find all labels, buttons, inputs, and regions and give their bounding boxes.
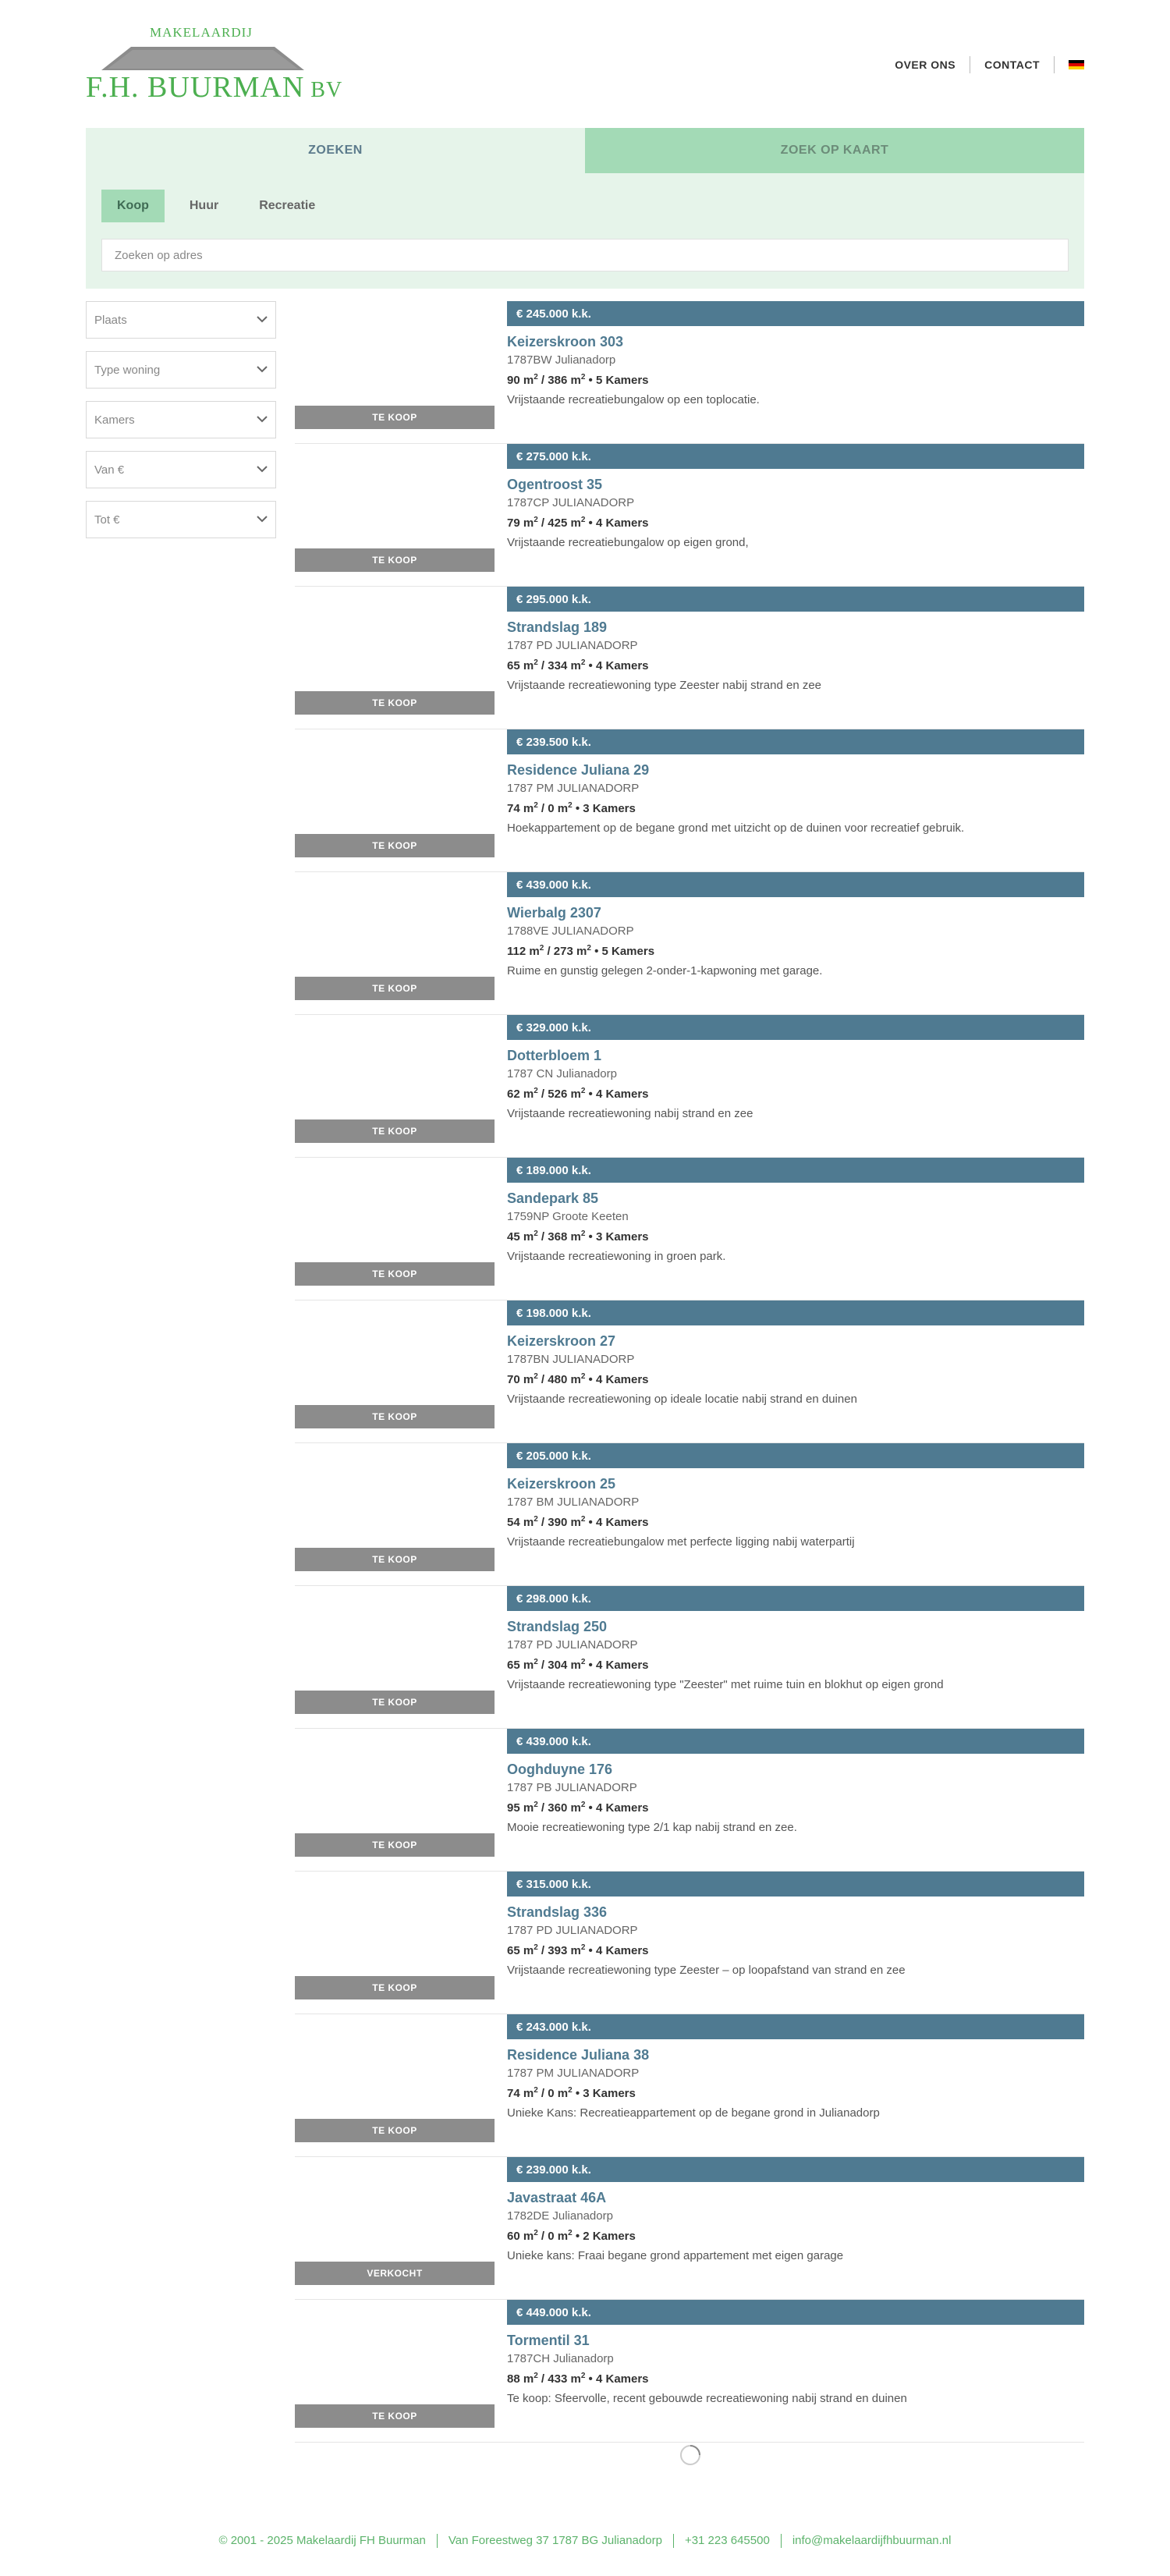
status-badge: TE KOOP bbox=[295, 1119, 495, 1143]
filter-label: Tot € bbox=[94, 513, 120, 527]
listing-specs: 65 $m^2 / 393$ $m^2$ • 4 Kamers bbox=[507, 1943, 649, 1957]
plot-area: 433 bbox=[548, 2372, 568, 2386]
listing-price: € 439.000 k.k. bbox=[507, 1729, 1084, 1754]
listing-info bbox=[507, 1586, 1084, 1691]
listing-title[interactable]: Sandepark 85 bbox=[507, 1190, 599, 1206]
listing-city: 1787CH Julianadorp bbox=[507, 2352, 614, 2365]
status-badge: TE KOOP bbox=[295, 834, 495, 857]
tab-map-search[interactable]: ZOEK OP KAART bbox=[585, 128, 1084, 173]
status-badge: VERKOCHT bbox=[295, 2262, 495, 2285]
listing-item[interactable] bbox=[295, 301, 1084, 444]
living-area: 112 bbox=[507, 945, 526, 958]
listing-title[interactable]: Keizerskroon 303 bbox=[507, 334, 624, 349]
plot-area: 360 bbox=[548, 1801, 568, 1815]
listing-description: Te koop: Sfeervolle, recent gebouwde recreatiewoning nabij strand en duinen bbox=[507, 2392, 907, 2405]
nav-contact[interactable]: CONTACT bbox=[984, 59, 1040, 71]
filter-plaats[interactable] bbox=[86, 301, 276, 339]
listing-info bbox=[507, 729, 1084, 835]
listing-description: Unieke kans: Fraai begane grond appartement met eigen garage bbox=[507, 2249, 844, 2262]
listing-description: Vrijstaande recreatiewoning type Zeester nabij strand en zee bbox=[507, 679, 822, 692]
living-area: 54 bbox=[507, 1516, 520, 1529]
listing-info bbox=[507, 2014, 1084, 2120]
living-area: 95 bbox=[507, 1801, 520, 1815]
listing-city: 1787 CN Julianadorp bbox=[507, 1067, 617, 1080]
living-area: 60 bbox=[507, 2230, 520, 2243]
listing-info bbox=[507, 1300, 1084, 1406]
listing-price: € 198.000 k.k. bbox=[507, 1300, 1084, 1325]
listing-title[interactable]: Tormentil 31 bbox=[507, 2333, 590, 2348]
listing-specs: 45 $m^2 / 368$ $m^2$ • 3 Kamers bbox=[507, 1229, 649, 1244]
listing-city: 1787BW Julianadorp bbox=[507, 353, 616, 367]
listing-photo[interactable] bbox=[295, 2157, 495, 2285]
plot-area: 273 bbox=[553, 945, 573, 958]
listing-photo[interactable] bbox=[295, 1586, 495, 1714]
listing-city: 1787BN JULIANADORP bbox=[507, 1353, 635, 1366]
footer-address[interactable]: Van Foreestweg 37 1787 BG Julianadorp bbox=[448, 2534, 662, 2547]
listing-description: Vrijstaande recreatiebungalow met perfecte ligging nabij waterpartij bbox=[507, 1535, 855, 1549]
listing-specs: 95 $m^2 / 360$ $m^2$ • 4 Kamers bbox=[507, 1801, 649, 1815]
status-badge: TE KOOP bbox=[295, 1262, 495, 1286]
listing-results bbox=[295, 301, 1084, 2443]
listing-city: 1787 PD JULIANADORP bbox=[507, 1924, 638, 1937]
filter-label: Type woning bbox=[94, 363, 161, 377]
listing-title[interactable]: Wierbalg 2307 bbox=[507, 905, 601, 921]
filter-price-to[interactable] bbox=[86, 501, 276, 538]
filter-kamers[interactable] bbox=[86, 401, 276, 438]
listing-price: € 439.000 k.k. bbox=[507, 872, 1084, 897]
tab-search[interactable]: ZOEKEN bbox=[86, 128, 585, 173]
room-count: 4 Kamers bbox=[595, 1516, 649, 1529]
listing-title[interactable]: Keizerskroon 27 bbox=[507, 1333, 616, 1349]
listing-title[interactable]: Ooghduyne 176 bbox=[507, 1762, 613, 1777]
listing-photo[interactable] bbox=[295, 1015, 495, 1143]
listing-item[interactable] bbox=[295, 729, 1084, 872]
listing-item[interactable] bbox=[295, 444, 1084, 587]
top-navigation bbox=[881, 56, 1084, 73]
nav-divider bbox=[1054, 56, 1055, 73]
room-count: 5 Kamers bbox=[601, 945, 655, 958]
listing-specs: 88 $m^2 / 433$ $m^2$ • 4 Kamers bbox=[507, 2372, 649, 2386]
status-badge: TE KOOP bbox=[295, 691, 495, 715]
living-area: 70 bbox=[507, 1373, 520, 1386]
listing-description: Mooie recreatiewoning type 2/1 kap nabij strand en zee. bbox=[507, 1821, 797, 1834]
listing-specs: 70 $m^2 / 480$ $m^2$ • 4 Kamers bbox=[507, 1372, 649, 1386]
status-badge: TE KOOP bbox=[295, 1976, 495, 1999]
listing-photo[interactable] bbox=[295, 1300, 495, 1428]
listing-city: 1759NP Groote Keeten bbox=[507, 1210, 629, 1223]
room-count: 4 Kamers bbox=[595, 1373, 649, 1386]
listing-item[interactable] bbox=[295, 2300, 1084, 2443]
plot-area: 386 bbox=[548, 374, 568, 387]
category-recreatie[interactable]: Recreatie bbox=[259, 199, 316, 212]
chevron-down-icon bbox=[257, 415, 268, 423]
header bbox=[86, 25, 1084, 103]
loading-spinner-icon bbox=[679, 2443, 702, 2467]
listing-title[interactable]: Strandslag 336 bbox=[507, 1904, 608, 1920]
listing-info bbox=[507, 1443, 1084, 1549]
living-area: 65 bbox=[507, 659, 520, 672]
living-area: 88 bbox=[507, 2372, 520, 2386]
listing-price: € 239.000 k.k. bbox=[507, 2157, 1084, 2182]
listing-description: Vrijstaande recreatiewoning in groen park. bbox=[507, 1250, 726, 1263]
listing-photo[interactable] bbox=[295, 444, 495, 572]
listing-info bbox=[507, 1872, 1084, 1977]
footer-email[interactable]: info@makelaardijfhbuurman.nl bbox=[792, 2534, 952, 2547]
plot-area: 526 bbox=[548, 1088, 568, 1101]
listing-description: Vrijstaande recreatiewoning nabij strand en zee bbox=[507, 1107, 753, 1120]
listing-description: Vrijstaande recreatiewoning type "Zeester" met ruime tuin en blokhut op eigen grond bbox=[507, 1678, 944, 1691]
listing-city: 1787 PD JULIANADORP bbox=[507, 1638, 638, 1652]
listing-city: 1782DE Julianadorp bbox=[507, 2209, 613, 2223]
filter-label: Plaats bbox=[94, 313, 127, 327]
plot-area: 0 bbox=[548, 802, 555, 815]
nav-about[interactable]: OVER ONS bbox=[895, 59, 956, 71]
living-area: 90 bbox=[507, 374, 520, 387]
listing-item[interactable] bbox=[295, 1729, 1084, 1872]
listing-city: 1787 PM JULIANADORP bbox=[507, 782, 640, 795]
listing-item[interactable] bbox=[295, 1443, 1084, 1586]
listing-city: 1787 PD JULIANADORP bbox=[507, 639, 638, 652]
listing-price: € 449.000 k.k. bbox=[507, 2300, 1084, 2325]
room-count: 4 Kamers bbox=[595, 516, 649, 530]
chevron-down-icon bbox=[257, 365, 268, 373]
listing-item[interactable] bbox=[295, 587, 1084, 729]
listing-info bbox=[507, 1015, 1084, 1120]
listing-title[interactable]: Dotterbloem 1 bbox=[507, 1048, 602, 1063]
category-huur[interactable]: Huur bbox=[189, 199, 219, 212]
listing-title[interactable]: Residence Juliana 38 bbox=[507, 2047, 650, 2063]
listing-photo[interactable] bbox=[295, 301, 495, 429]
listing-specs: 74 $m^2 / 0$ $m^2$ • 3 Kamers bbox=[507, 801, 636, 815]
listing-description: Vrijstaande recreatiebungalow op eigen grond, bbox=[507, 536, 749, 549]
listing-description: Vrijstaande recreatiewoning type Zeester – op loopafstand van strand en zee bbox=[507, 1964, 906, 1977]
room-count: 4 Kamers bbox=[595, 1944, 649, 1957]
german-flag-icon[interactable] bbox=[1069, 60, 1084, 69]
listing-specs: 79 $m^2 / 425$ $m^2$ • 4 Kamers bbox=[507, 516, 649, 530]
living-area: 45 bbox=[507, 1230, 520, 1244]
room-count: 4 Kamers bbox=[595, 1659, 649, 1672]
plot-area: 334 bbox=[548, 659, 568, 672]
listing-price: € 205.000 k.k. bbox=[507, 1443, 1084, 1468]
logo-wordmark bbox=[86, 70, 342, 105]
logo-name: F.H. BUURMAN bbox=[86, 71, 305, 104]
chevron-down-icon bbox=[257, 315, 268, 323]
status-badge: TE KOOP bbox=[295, 548, 495, 572]
status-badge: TE KOOP bbox=[295, 1548, 495, 1571]
category-koop[interactable]: Koop bbox=[101, 190, 165, 222]
listing-item[interactable] bbox=[295, 872, 1084, 1015]
listing-price: € 245.000 k.k. bbox=[507, 301, 1084, 326]
listing-info bbox=[507, 587, 1084, 692]
plot-area: 368 bbox=[548, 1230, 568, 1244]
listing-info bbox=[507, 2300, 1084, 2405]
living-area: 65 bbox=[507, 1944, 520, 1957]
listing-specs: 60 $m^2 / 0$ $m^2$ • 2 Kamers bbox=[507, 2229, 636, 2243]
listing-info bbox=[507, 2157, 1084, 2262]
room-count: 4 Kamers bbox=[595, 1801, 649, 1815]
listing-price: € 189.000 k.k. bbox=[507, 1158, 1084, 1183]
listing-item[interactable] bbox=[295, 1158, 1084, 1300]
footer-divider bbox=[781, 2534, 782, 2548]
living-area: 74 bbox=[507, 802, 520, 815]
status-badge: TE KOOP bbox=[295, 406, 495, 429]
logo-suffix: BV bbox=[310, 78, 343, 102]
living-area: 65 bbox=[507, 1659, 520, 1672]
footer-divider bbox=[437, 2534, 438, 2548]
listing-item[interactable] bbox=[295, 1872, 1084, 2014]
listing-title[interactable]: Keizerskroon 25 bbox=[507, 1476, 616, 1492]
listing-price: € 239.500 k.k. bbox=[507, 729, 1084, 754]
listing-info bbox=[507, 301, 1084, 406]
listing-info bbox=[507, 444, 1084, 549]
listing-photo[interactable] bbox=[295, 872, 495, 1000]
listing-photo[interactable] bbox=[295, 729, 495, 857]
address-search-input[interactable] bbox=[101, 239, 1069, 271]
listing-photo[interactable] bbox=[295, 1872, 495, 1999]
listing-photo[interactable] bbox=[295, 1443, 495, 1571]
listing-title[interactable]: Ogentroost 35 bbox=[507, 477, 603, 492]
living-area: 74 bbox=[507, 2087, 520, 2100]
listing-item[interactable] bbox=[295, 1300, 1084, 1443]
listing-specs: 65 $m^2 / 334$ $m^2$ • 4 Kamers bbox=[507, 658, 649, 672]
listing-specs: 65 $m^2 / 304$ $m^2$ • 4 Kamers bbox=[507, 1658, 649, 1672]
listing-city: 1787 PB JULIANADORP bbox=[507, 1781, 637, 1794]
plot-area: 0 bbox=[548, 2087, 555, 2100]
listing-title[interactable]: Residence Juliana 29 bbox=[507, 762, 650, 778]
status-badge: TE KOOP bbox=[295, 1691, 495, 1714]
listing-description: Vrijstaande recreatiebungalow op een toplocatie. bbox=[507, 393, 760, 406]
filter-price-from[interactable] bbox=[86, 451, 276, 488]
listing-price: € 295.000 k.k. bbox=[507, 587, 1084, 612]
logo[interactable] bbox=[86, 25, 343, 104]
listing-description: Vrijstaande recreatiewoning op ideale locatie nabij strand en duinen bbox=[507, 1393, 857, 1406]
listing-price: € 315.000 k.k. bbox=[507, 1872, 1084, 1897]
room-count: 5 Kamers bbox=[595, 374, 649, 387]
listing-description: Unieke Kans: Recreatieappartement op de begane grond in Julianadorp bbox=[507, 2106, 880, 2120]
room-count: 4 Kamers bbox=[595, 1088, 649, 1101]
listing-specs: 74 $m^2 / 0$ $m^2$ • 3 Kamers bbox=[507, 2086, 636, 2100]
status-badge: TE KOOP bbox=[295, 2404, 495, 2428]
room-count: 4 Kamers bbox=[595, 659, 649, 672]
chevron-down-icon bbox=[257, 465, 268, 473]
listing-item[interactable] bbox=[295, 2014, 1084, 2157]
listing-photo[interactable] bbox=[295, 1729, 495, 1857]
room-count: 3 Kamers bbox=[583, 802, 636, 815]
listing-info bbox=[507, 872, 1084, 978]
filter-label: Van € bbox=[94, 463, 125, 477]
chevron-down-icon bbox=[257, 515, 268, 523]
listing-photo[interactable] bbox=[295, 2014, 495, 2142]
footer-divider bbox=[673, 2534, 674, 2548]
listing-city: 1787 PM JULIANADORP bbox=[507, 2067, 640, 2080]
filter-sidebar bbox=[86, 301, 276, 551]
listing-city: 1788VE JULIANADORP bbox=[507, 924, 634, 938]
room-count: 3 Kamers bbox=[583, 2087, 636, 2100]
listing-price: € 243.000 k.k. bbox=[507, 2014, 1084, 2039]
listing-title[interactable]: Javastraat 46A bbox=[507, 2190, 607, 2205]
footer-phone[interactable]: +31 223 645500 bbox=[684, 2534, 770, 2547]
listing-price: € 298.000 k.k. bbox=[507, 1586, 1084, 1611]
status-badge: TE KOOP bbox=[295, 2119, 495, 2142]
house-roof-icon bbox=[101, 44, 304, 70]
logo-subtitle: MAKELAARDIJ bbox=[150, 25, 253, 40]
listing-item[interactable] bbox=[295, 1015, 1084, 1158]
listing-info bbox=[507, 1729, 1084, 1834]
listing-item[interactable] bbox=[295, 1586, 1084, 1729]
footer bbox=[0, 2534, 1170, 2548]
footer-copyright: © 2001 - 2025 Makelaardij FH Buurman bbox=[218, 2534, 426, 2547]
search-tabs bbox=[86, 128, 1084, 173]
status-badge: TE KOOP bbox=[295, 1833, 495, 1857]
living-area: 62 bbox=[507, 1088, 520, 1101]
status-badge: TE KOOP bbox=[295, 977, 495, 1000]
listing-photo[interactable] bbox=[295, 2300, 495, 2428]
plot-area: 390 bbox=[548, 1516, 568, 1529]
filter-label: Kamers bbox=[94, 413, 135, 427]
listing-photo[interactable] bbox=[295, 1158, 495, 1286]
plot-area: 480 bbox=[548, 1373, 568, 1386]
plot-area: 0 bbox=[548, 2230, 555, 2243]
listing-city: 1787CP JULIANADORP bbox=[507, 496, 635, 509]
room-count: 2 Kamers bbox=[583, 2230, 636, 2243]
listing-description: Hoekappartement op de begane grond met uitzicht op de duinen voor recreatief gebruik. bbox=[507, 821, 965, 835]
listing-title[interactable]: Strandslag 189 bbox=[507, 619, 608, 635]
listing-info bbox=[507, 1158, 1084, 1263]
listing-specs: 62 $m^2 / 526$ $m^2$ • 4 Kamers bbox=[507, 1087, 649, 1101]
listing-price: € 275.000 k.k. bbox=[507, 444, 1084, 469]
plot-area: 425 bbox=[548, 516, 568, 530]
listing-item[interactable] bbox=[295, 2157, 1084, 2300]
room-count: 3 Kamers bbox=[595, 1230, 649, 1244]
listing-description: Ruime en gunstig gelegen 2-onder-1-kapwoning met garage. bbox=[507, 964, 823, 978]
room-count: 4 Kamers bbox=[595, 2372, 649, 2386]
living-area: 79 bbox=[507, 516, 520, 530]
listing-specs: 54 $m^2 / 390$ $m^2$ • 4 Kamers bbox=[507, 1515, 649, 1529]
search-panel bbox=[86, 128, 1084, 289]
listing-price: € 329.000 k.k. bbox=[507, 1015, 1084, 1040]
listing-city: 1787 BM JULIANADORP bbox=[507, 1496, 640, 1509]
listing-specs: 90 $m^2 / 386$ $m^2$ • 5 Kamers bbox=[507, 373, 649, 387]
filter-type-woning[interactable] bbox=[86, 351, 276, 389]
listing-title[interactable]: Strandslag 250 bbox=[507, 1619, 608, 1634]
listing-photo[interactable] bbox=[295, 587, 495, 715]
plot-area: 304 bbox=[548, 1659, 568, 1672]
status-badge: TE KOOP bbox=[295, 1405, 495, 1428]
category-tabs bbox=[86, 173, 1084, 222]
plot-area: 393 bbox=[548, 1944, 568, 1957]
listing-specs: 112 $m^2 / 273$ $m^2$ • 5 Kamers bbox=[507, 944, 655, 958]
